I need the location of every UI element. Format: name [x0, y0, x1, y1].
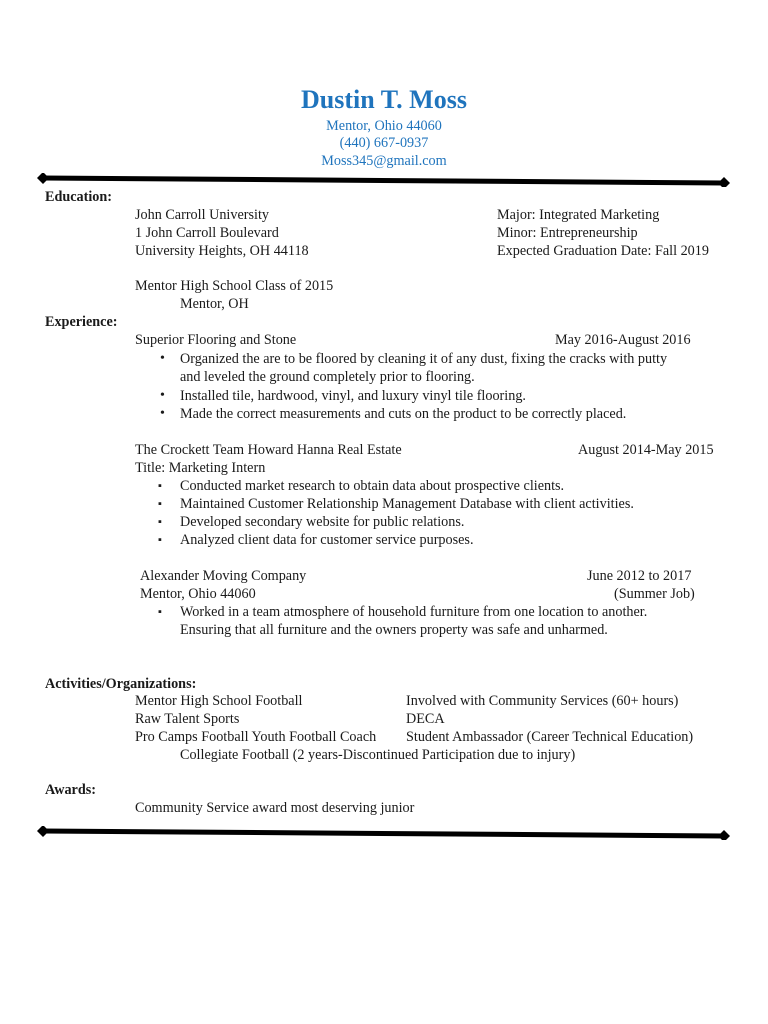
job-company: Alexander Moving Company: [140, 568, 307, 584]
job-dates: August 2014-May 2015: [578, 442, 714, 458]
contact-phone: (440) 667-0937: [339, 135, 429, 151]
job-bullet: Developed secondary website for public relations.: [180, 514, 465, 530]
job-company: Superior Flooring and Stone: [135, 332, 297, 348]
job-title: Title: Marketing Intern: [135, 460, 266, 476]
university-city: University Heights, OH 44118: [135, 243, 309, 259]
job-bullet-continuation: Ensuring that all furniture and the owners property was safe and unharmed.: [180, 622, 608, 638]
job-note: (Summer Job): [614, 586, 695, 602]
square-bullet-icon: ▪: [158, 480, 162, 492]
square-bullet-icon: ▪: [158, 498, 162, 510]
award-item: Community Service award most deserving junior: [135, 800, 415, 816]
awards-heading: Awards:: [45, 782, 96, 798]
activity-item: Collegiate Football (2 years-Discontinued Participation due to injury): [180, 747, 576, 763]
bullet-icon: •: [160, 351, 165, 366]
top-divider-rule: [0, 173, 768, 187]
job-bullet: Installed tile, hardwood, vinyl, and luxury vinyl tile flooring.: [180, 388, 526, 404]
high-school-name: Mentor High School Class of 2015: [135, 278, 334, 294]
job-bullet: Analyzed client data for customer service purposes.: [180, 532, 474, 548]
job-bullet-continuation: and leveled the ground completely prior to flooring.: [180, 369, 475, 385]
activity-item: Mentor High School Football: [135, 693, 303, 709]
major: Major: Integrated Marketing: [497, 207, 660, 223]
minor: Minor: Entrepreneurship: [497, 225, 638, 241]
university-street: 1 John Carroll Boulevard: [135, 225, 279, 241]
activity-item: DECA: [406, 711, 445, 727]
bottom-divider-rule: [0, 826, 768, 840]
university-name: John Carroll University: [135, 207, 269, 223]
education-heading: Education:: [45, 189, 113, 205]
bullet-icon: •: [160, 406, 165, 421]
contact-email[interactable]: Moss345@gmail.com: [321, 153, 447, 169]
job-bullet: Made the correct measurements and cuts on the product to be correctly placed.: [180, 406, 627, 422]
high-school-city: Mentor, OH: [180, 296, 249, 312]
activity-item: Involved with Community Services (60+ hours): [406, 693, 679, 709]
activity-item: Raw Talent Sports: [135, 711, 240, 727]
activity-item: Student Ambassador (Career Technical Education): [406, 729, 694, 745]
square-bullet-icon: ▪: [158, 534, 162, 546]
job-company: The Crockett Team Howard Hanna Real Estate: [135, 442, 402, 458]
experience-heading: Experience:: [45, 314, 118, 330]
job-bullet: Maintained Customer Relationship Management Database with client activities.: [180, 496, 634, 512]
job-bullet: Worked in a team atmosphere of household furniture from one location to another.: [180, 604, 648, 620]
job-dates: May 2016-August 2016: [555, 332, 691, 348]
square-bullet-icon: ▪: [158, 606, 162, 618]
activity-item: Pro Camps Football Youth Football Coach: [135, 729, 377, 745]
graduation-date: Expected Graduation Date: Fall 2019: [497, 243, 709, 259]
bullet-icon: •: [160, 388, 165, 403]
job-city: Mentor, Ohio 44060: [140, 586, 256, 602]
activities-heading: Activities/Organizations:: [45, 676, 197, 692]
contact-location: Mentor, Ohio 44060: [326, 118, 442, 134]
job-bullet: Organized the are to be floored by cleaning it of any dust, fixing the cracks with putty: [180, 351, 668, 367]
square-bullet-icon: ▪: [158, 516, 162, 528]
job-bullet: Conducted market research to obtain data about prospective clients.: [180, 478, 565, 494]
job-dates: June 2012 to 2017: [587, 568, 692, 584]
resume-name: Dustin T. Moss: [301, 85, 467, 114]
